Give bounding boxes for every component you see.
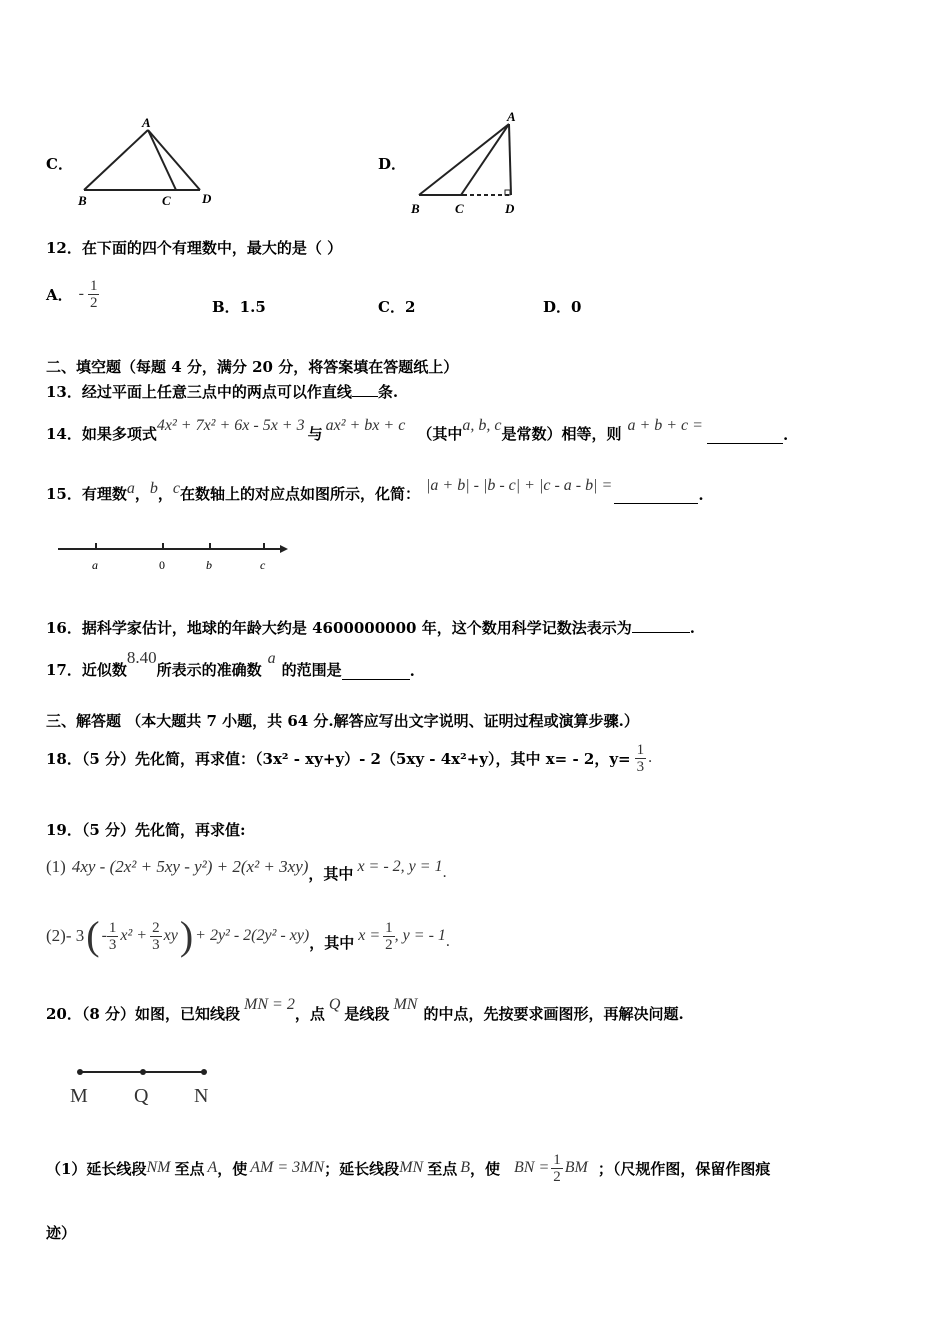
q19-p2-end: . (445, 933, 450, 950)
triangle-figure-c (70, 112, 230, 212)
q16 (46, 617, 695, 638)
fig-d-label-c: C (455, 201, 464, 216)
q20-p1-text-f: ，使 (469, 1159, 500, 1178)
triangle-figure-d (405, 106, 535, 218)
number-line (52, 538, 292, 574)
q18-fraction: $\frac{1}{3}$ (636, 741, 645, 775)
q20-p1-text-a: （1）延长线段 (46, 1159, 147, 1178)
q19-p2-y: , y = - 1 (394, 927, 446, 944)
q13 (46, 381, 398, 402)
q14-blank[interactable] (707, 429, 783, 444)
fig-c-label-d: D (202, 191, 212, 206)
q19-p2-frac2: $\frac{2}{3}$ (152, 919, 160, 953)
q19-stem: 19．（5 分）先化简，再求值: (46, 821, 246, 839)
q20-mn-eq: MN = 2 (244, 996, 295, 1013)
q19-p2-x: x = (358, 927, 381, 944)
axis-label-0: 0 (159, 558, 165, 572)
section3-heading: 三、解答题 （本大题共 7 小题，共 64 分.解答应写出文字说明、证明过程或演算步骤.） (46, 712, 639, 730)
q19-p2-rest: + 2y² - 2(2y² - xy) (195, 927, 310, 944)
q12-stem: 12．在下面的四个有理数中，最大的是（ ） (46, 239, 343, 257)
point-q (140, 1069, 146, 1075)
q20-text: 20．（8 分）如图，已知线段 (46, 1005, 241, 1023)
q17-text-after: 的范围是 (281, 661, 342, 679)
q19-p2-frac3: $\frac{1}{2}$ (385, 919, 393, 953)
axis-label-b: b (206, 558, 212, 572)
q12-a-fraction: $\frac{1}{2}$ (89, 277, 98, 311)
q19-p1-label: (1) (46, 857, 66, 876)
q17-number: 8.40 (126, 648, 157, 667)
q19-part1 (46, 852, 447, 882)
q14-poly1: 4x² + 7x² + 6x - 5x + 3 (156, 417, 305, 434)
q14-poly2: ax² + bx + c (325, 417, 406, 434)
q19-p1-where: ，其中 (308, 864, 354, 883)
q20-p1-bm: BM (564, 1159, 588, 1176)
q20-text-mid2: 是线段 (344, 1005, 390, 1023)
q14-text-mid3: 是常数）相等，则 (501, 425, 622, 443)
q17-text-mid: 所表示的准确数 (156, 661, 262, 679)
q12-option-b: B．1.5 (212, 298, 266, 316)
q20-p1-nm: NM (146, 1159, 171, 1176)
q14-expr: a + b + c = (627, 417, 703, 434)
q15-sep1: ， (134, 485, 150, 503)
q19-p2-close-paren: ) (179, 913, 194, 958)
q14-with: 与 (307, 425, 323, 443)
fig-d-label-b: B (411, 201, 420, 216)
q15-var-a: a (126, 480, 135, 497)
fig-d-label-d: D (505, 201, 515, 216)
q19-p2-x2: x² + (120, 927, 148, 944)
q20-p1-text-e: 至点 (427, 1159, 458, 1178)
q19-p2-frac1: $\frac{1}{3}$ (108, 919, 117, 953)
q15-end: . (698, 486, 704, 504)
q16-blank[interactable] (632, 618, 690, 633)
q15-sep2: ， (157, 485, 173, 503)
fig-c-label-a: A (142, 115, 151, 130)
q13-text-end: 条. (377, 383, 399, 401)
q20-p1-text-b: 至点 (174, 1159, 205, 1178)
q16-text: 16．据科学家估计，地球的年龄大约是 4600000000 年，这个数用科学记数法表示为 (46, 619, 632, 637)
label-n: N (194, 1085, 209, 1107)
q17-end: . (409, 662, 415, 680)
q12-option-d: D．0 (543, 298, 582, 316)
q18 (46, 735, 652, 781)
q15-var-c: c (172, 480, 181, 497)
q17-blank[interactable] (342, 665, 410, 680)
q17-var: a (267, 650, 276, 667)
q15-var-b: b (149, 480, 158, 497)
q15 (46, 476, 704, 504)
segment-mqn-figure (66, 1060, 226, 1110)
q17 (46, 648, 415, 680)
label-m: M (70, 1085, 88, 1107)
q19-p1-end: . (442, 864, 447, 881)
q20-p1-point-a: A (207, 1159, 218, 1176)
q15-blank[interactable] (614, 489, 698, 504)
q14 (46, 416, 788, 444)
q14-text-mid: （其中 (417, 425, 463, 443)
q20-text-after: 的中点，先按要求画图形，再解决问题. (423, 1005, 684, 1023)
q14-text: 14．如果多项式 (46, 425, 157, 443)
q13-blank[interactable] (352, 382, 378, 397)
q19-p1-cond: x = - 2, y = 1 (357, 858, 443, 875)
q20-p1-text-d: ；延长线段 (324, 1159, 400, 1178)
q19-p2-label: (2) (46, 926, 66, 945)
q19-part2 (46, 910, 450, 962)
q12-option-c: C．2 (378, 298, 416, 316)
option-d-label: D． (378, 155, 407, 173)
q20-p1-text-c: ，使 (217, 1159, 248, 1178)
axis-label-a: a (92, 558, 98, 572)
q15-text: 15．有理数 (46, 485, 127, 503)
q20-p1-fraction: $\frac{1}{2}$ (553, 1151, 561, 1185)
q12-a-label: A． (46, 285, 73, 304)
q12-a-sign: - (78, 285, 84, 302)
q20-p1-am-eq: AM = 3MN (250, 1159, 325, 1176)
fig-d-label-a: A (507, 109, 516, 124)
q20-var-mn: MN (393, 996, 418, 1013)
q19-p2-xy: xy (163, 927, 178, 944)
q14-end: . (782, 426, 789, 444)
point-n (201, 1069, 207, 1075)
q18-text: 18．（5 分）先化简，再求值：（3x² - xy+y）- 2（5xy - 4x²+y），其中 x= - 2，y= (46, 749, 631, 768)
section2-heading: 二、填空题（每题 4 分，满分 20 分，将答案填在答题纸上） (46, 358, 459, 376)
q20-part1 (46, 1145, 770, 1191)
option-c-label: C． (46, 155, 73, 173)
label-q: Q (134, 1085, 149, 1107)
q19-p2-open-paren: ( (86, 913, 100, 958)
fig-c-label-b: B (78, 193, 87, 208)
q20-p1-continued: 迹） (46, 1224, 77, 1242)
q20-text-mid1: ，点 (294, 1005, 325, 1023)
q19-p2-minus: - (101, 927, 107, 944)
q20-p1-text-g: ；（尺规作图，保留作图痕 (597, 1159, 771, 1178)
q15-expr: |a + b| - |b - c| + |c - a - b| = (426, 477, 613, 494)
q20 (46, 994, 684, 1024)
q15-text-mid: 在数轴上的对应点如图所示，化简： (180, 485, 421, 503)
q20-var-q: Q (328, 996, 341, 1013)
q20-p1-bn-eq: BN = (514, 1159, 550, 1176)
q19-p2-coef: - 3 (65, 926, 85, 945)
q18-end: . (648, 749, 653, 766)
fig-c-label-c: C (162, 193, 171, 208)
axis-label-c: c (260, 558, 266, 572)
q19-p1-expr: 4xy - (2x² + 5xy - y²) + 2(x² + 3xy) (71, 857, 309, 876)
q19-p2-where: ，其中 (309, 933, 355, 952)
q17-text: 17．近似数 (46, 661, 127, 679)
point-m (77, 1069, 83, 1075)
q20-p1-point-b: B (460, 1159, 470, 1176)
q14-vars: a, b, c (462, 417, 502, 434)
q16-end: . (689, 619, 695, 637)
q20-p1-mn: MN (399, 1159, 424, 1176)
q12-option-a (46, 272, 99, 316)
q13-text: 13．经过平面上任意三点中的两点可以作直线 (46, 383, 352, 401)
